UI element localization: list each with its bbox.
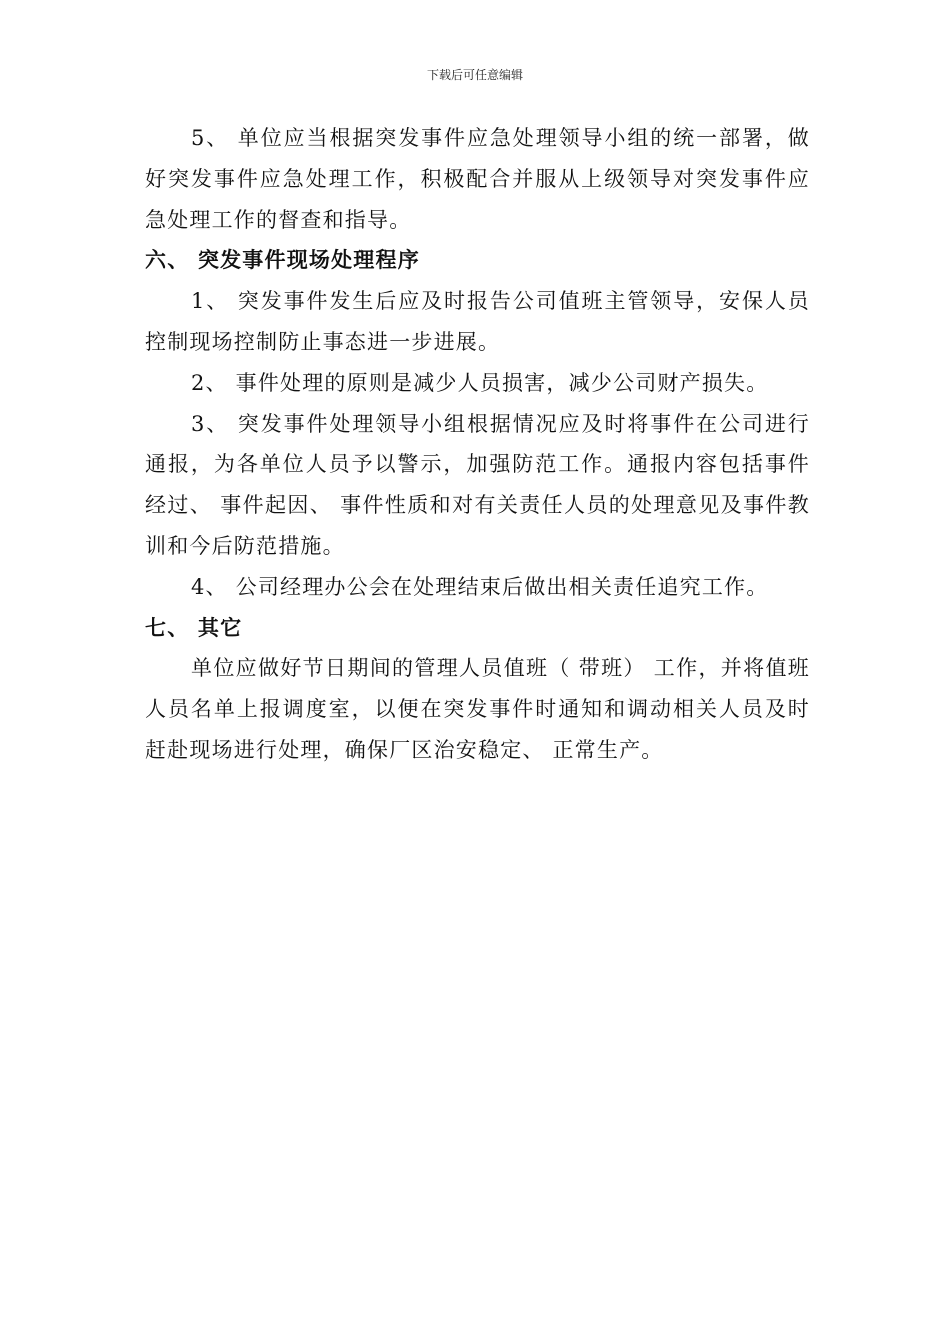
paragraph-other: 单位应做好节日期间的管理人员值班（ 带班） 工作，并将值班人员名单上报调度室，以便在突发事件时通知和调动相关人员及时赶赴现场进行处理，确保厂区治安稳定、 正常生产。 [145, 656, 810, 762]
paragraph-item-3: 3、 突发事件处理领导小组根据情况应及时将事件在公司进行通报，为各单位人员予以警示，加强防范工作。通报内容包括事件经过、 事件起因、 事件性质和对有关责任人员的处理意见及事件教训和今后防范措施。 [145, 411, 810, 558]
paragraph-item-5: 5、 单位应当根据突发事件应急处理领导小组的统一部署，做好突发事件应急处理工作，积极配合并服从上级领导对突发事件应急处理工作的督查和指导。 [145, 126, 810, 232]
document-body [145, 118, 810, 771]
page-header-note: 下载后可任意编辑 [426, 68, 523, 82]
section-heading-6: 六、 突发事件现场处理程序 [145, 248, 420, 273]
section-heading-7: 七、 其它 [145, 615, 243, 640]
paragraph-item-2: 2、 事件处理的原则是减少人员损害，减少公司财产损失。 [191, 370, 769, 395]
paragraph-item-1: 1、 突发事件发生后应及时报告公司值班主管领导，安保人员控制现场控制防止事态进一步进展。 [145, 289, 810, 354]
paragraph-item-4: 4、 公司经理办公会在处理结束后做出相关责任追究工作。 [191, 574, 769, 599]
